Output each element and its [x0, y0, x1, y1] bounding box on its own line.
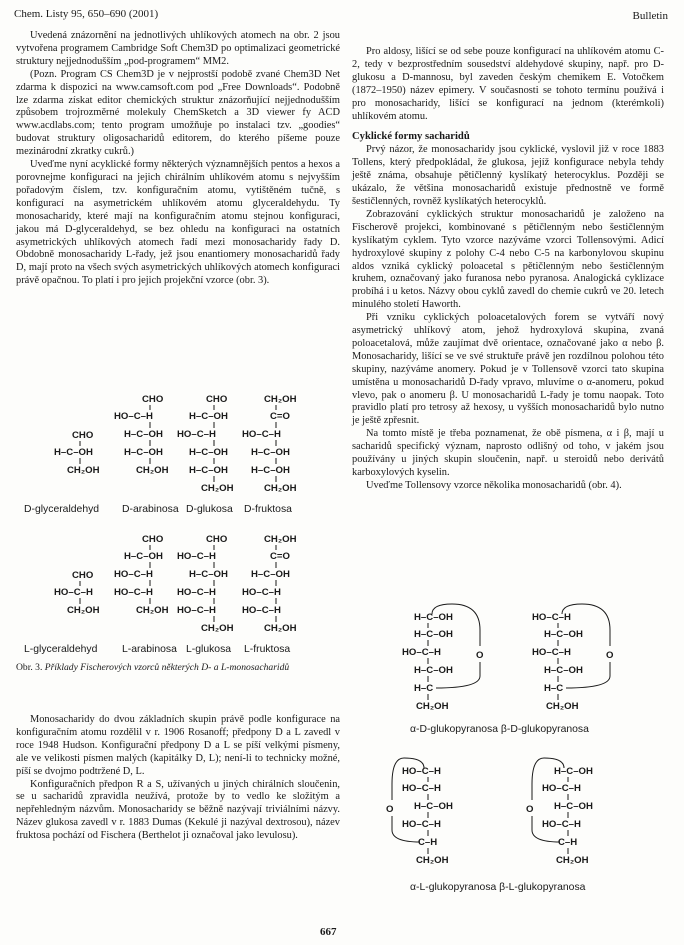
svg-text:HO–C–H: HO–C–H: [114, 569, 153, 580]
svg-text:HO–C–H: HO–C–H: [542, 783, 581, 794]
d-glyceraldehyde-structure: [54, 430, 100, 476]
svg-text:HO–C–H: HO–C–H: [542, 819, 581, 830]
svg-text:H–C–OH: H–C–OH: [251, 447, 290, 458]
svg-text:H–C–OH: H–C–OH: [189, 411, 228, 422]
l-arabinose-structure: [114, 534, 169, 616]
svg-text:HO–C–H: HO–C–H: [402, 819, 441, 830]
svg-text:HO–C–H: HO–C–H: [532, 647, 571, 658]
svg-text:H–C–OH: H–C–OH: [544, 665, 583, 676]
fig3-caption: [16, 662, 340, 674]
fig3-label-d-glucose: D-glukosa: [186, 504, 233, 515]
svg-text:HO–C–H: HO–C–H: [402, 766, 441, 777]
svg-text:C=O: C=O: [270, 411, 290, 422]
svg-text:HO–C–H: HO–C–H: [242, 605, 281, 616]
svg-text:CHO: CHO: [142, 534, 164, 545]
right-column: [352, 46, 664, 493]
svg-text:H–C–OH: H–C–OH: [414, 801, 453, 812]
svg-text:HO–C–H: HO–C–H: [177, 551, 216, 562]
svg-text:CH₂OH: CH₂OH: [546, 701, 579, 712]
svg-text:H–C–OH: H–C–OH: [189, 447, 228, 458]
svg-text:CH₂OH: CH₂OH: [556, 855, 589, 866]
fig3-label-d-glyceraldehyde: D-glyceraldehyd: [24, 504, 100, 515]
svg-text:H–C–OH: H–C–OH: [54, 447, 93, 458]
fig3-label-d-arabinose: D-arabinosa: [122, 504, 179, 515]
svg-text:CH₂OH: CH₂OH: [201, 483, 234, 494]
fig3-label-l-glucose: L-glukosa: [186, 644, 232, 655]
tollens-formulas-figure: [352, 604, 664, 894]
svg-text:C–H: C–H: [418, 837, 438, 848]
svg-text:H–C–OH: H–C–OH: [544, 629, 583, 640]
svg-text:HO–C–H: HO–C–H: [114, 587, 153, 598]
svg-text:H–C–OH: H–C–OH: [554, 766, 593, 777]
svg-text:CHO: CHO: [72, 570, 94, 581]
left-column: [16, 30, 340, 288]
d-glucose-structure: [177, 394, 234, 494]
left-paragraph-1: Uvedená znázornění na jednotlivých uhlíkových atomech na obr. 2 jsou vytvořena programem Cambridge Soft Chem3D po optimalizaci geometrické struktury nejjednodušším „pod-programem“ MM2.: [16, 30, 340, 67]
svg-text:H–C: H–C: [544, 683, 564, 694]
fig4-label-row-2: α-L-glukopyranosa β-L-glukopyranosa: [410, 882, 586, 893]
svg-text:CH₂OH: CH₂OH: [67, 605, 100, 616]
section-heading-cyclic-forms: Cyklické formy sacharidů: [352, 131, 470, 143]
right-paragraph-1: Pro aldosy, lišící se od sebe pouze konfigurací na uhlíkovém atomu C-2, tedy v bezprostředním sousedství aldehydové skupiny, např. pro D-glukosu a D-mannosu, byl zaveden českým chemikem E. Votočkem (1872–1950) název epimery. V současnosti se tohoto termínu používá i pro monosacharidy, lišící se konfigurací na jednom (kterémkoli) uhlíkovém atomu.: [352, 46, 664, 122]
right-paragraph-4: Při vzniku cyklických poloacetalových forem se vytváří nový asymetrický uhlíkový atom, jehož hydroxylová skupina, zvaná poloacetalová, může zaujímat dvě orientace, označované jako α nebo β. Monosacharidy, lišící se ve své struktuře právě jen rozdílnou polohou této skupiny, nazýváme anomery. Pokud je v Tollensově vzorci tato skupina umístěna u monosacharidů D-řady vpravo, mluvíme o α-anomeru, pokud vlevo, pak o anomeru β. U monosacharidů L-řady je tomu naopak. Toto pravidlo platí pro tetrosy až hexosy, u vyšších monosacharidů bylo nutno je ještě zpřesnit.: [352, 312, 664, 427]
alpha-l-glucopyranose-structure: [386, 758, 453, 866]
svg-text:HO–C–H: HO–C–H: [177, 605, 216, 616]
svg-text:O: O: [606, 650, 614, 661]
svg-text:HO–C–H: HO–C–H: [177, 587, 216, 598]
right-paragraph-6: Uveďme Tollensovy vzorce několika monosacharidů (obr. 4).: [366, 479, 622, 491]
svg-text:CHO: CHO: [206, 534, 228, 545]
fig3-caption-prefix: Obr. 3.: [16, 662, 43, 673]
left-column-lower: [16, 714, 340, 843]
svg-text:HO–C–H: HO–C–H: [242, 587, 281, 598]
svg-text:C–H: C–H: [558, 837, 578, 848]
fischer-projections-figure: [14, 394, 344, 690]
svg-text:H–C–OH: H–C–OH: [414, 665, 453, 676]
svg-text:H–C–OH: H–C–OH: [124, 551, 163, 562]
svg-text:H–C–OH: H–C–OH: [251, 569, 290, 580]
l-glucose-structure: [177, 534, 234, 634]
svg-text:CH₂OH: CH₂OH: [201, 623, 234, 634]
alpha-d-glucopyranose-structure: [402, 604, 484, 712]
svg-text:CH₂OH: CH₂OH: [416, 701, 449, 712]
svg-text:H–C–OH: H–C–OH: [124, 447, 163, 458]
left-paragraph-5: Konfiguračních předpon R a S, užívaných u jiných chirálních sloučenin, se u sacharidů zpravidla neužívá, protože by to vedlo ke složitým a nepřehledným názvům. Monosacharidy se běžně nazývají triviálními názvy. Název glukosa zavedl v r. 1883 Dumas (Kekulé ji nazýval dextrosou), název fruktosa pochází od Fischera (Berthelot ji označoval jako levulosu).: [16, 778, 340, 842]
section-header: Bulletin: [632, 10, 668, 22]
fig4-label-row-1: α-D-glukopyranosa β-D-glukopyranosa: [410, 724, 589, 735]
svg-text:H–C–OH: H–C–OH: [189, 569, 228, 580]
svg-text:HO–C–H: HO–C–H: [177, 429, 216, 440]
svg-text:HO–C–H: HO–C–H: [532, 612, 571, 623]
svg-text:H–C–OH: H–C–OH: [554, 801, 593, 812]
svg-text:CH₂OH: CH₂OH: [136, 605, 169, 616]
svg-text:HO–C–H: HO–C–H: [402, 783, 441, 794]
svg-text:CH₂OH: CH₂OH: [416, 855, 449, 866]
svg-text:H–C: H–C: [414, 683, 434, 694]
fig3-label-d-fructose: D-fruktosa: [244, 504, 292, 515]
svg-text:HO–C–H: HO–C–H: [54, 587, 93, 598]
fig3-label-l-glyceraldehyde: L-glyceraldehyd: [24, 644, 98, 655]
fig3-caption-text: Příklady Fischerových vzorců některých D- a L-monosacharidů: [44, 662, 290, 673]
svg-text:H–C–OH: H–C–OH: [124, 429, 163, 440]
right-paragraph-2: Prvý názor, že monosacharidy jsou cyklické, vyslovil již v roce 1883 Tollens, který předpokládal, že glukosa, jejíž konfigurace nebyla tehdy ještě známa, obsahuje pětičlenný kyslíkatý heterocyklus. Později se ukázalo, že většina monosacharidů existuje přednostně ve formě šestičlenných, rovněž kyslíkatých heterocyklů.: [352, 144, 664, 207]
svg-text:H–C–OH: H–C–OH: [414, 612, 453, 623]
svg-text:C=O: C=O: [270, 551, 290, 562]
svg-text:CH₂OH: CH₂OH: [67, 465, 100, 476]
right-paragraph-3: Zobrazování cyklických struktur monosacharidů je založeno na Fischerově projekci, kombinované s pětičlenným nebo šestičlenným kyslíkatým cyklem. Tyto vzorce nazýváme vzorci Tollensovými. Adicí hydroxylové skupiny z polohy C-4 nebo C-5 na karbonylovou skupinu aldos vzniká cyklický poloacetal s pětičlenným nebo šestičlenným kruhem, označovaný jako furanosa nebo pyranosa. Analogická cyklizace probíhá i u ketos. Názvy obou cyklů zavedl do chemie cukrů ve 20. letech minulého století Haworth.: [352, 208, 664, 311]
d-arabinose-structure: [114, 394, 169, 476]
svg-text:CHO: CHO: [72, 430, 94, 441]
beta-d-glucopyranose-structure: [532, 604, 614, 712]
left-paragraph-3: Uveďme nyní acyklické formy některých významnějších pentos a hexos a porovnejme konfiguraci na jejich chirálním uhlíkovém atomu s nejvyšším pořadovým číslem, tzv. konfiguračním atomu, vytištěném tučně, s konfigurací na asymetrickém uhlíkovém atomu glyceraldehydu. Ty monosacharidy, které mají na konfiguračním atomu stejnou konfiguraci, jakou má D-glyceraldehyd, se bez ohledu na konfiguraci na ostatních asymetrických uhlíkových atomech řadí mezi monosacharidy řady D. Obdobně monosacharidy L-řady, jež jsou enantiomery monosacharidů řady D, mají proto na všech svých asymetrických uhlíkových atomech konfiguraci právě opačnou. To platí i pro jejich projekční vzorce (obr. 3).: [16, 159, 340, 287]
fig3-label-l-arabinose: L-arabinosa: [122, 644, 177, 655]
svg-text:CH₂OH: CH₂OH: [264, 483, 297, 494]
svg-text:H–C–OH: H–C–OH: [189, 465, 228, 476]
svg-text:HO–C–H: HO–C–H: [402, 647, 441, 658]
svg-text:CHO: CHO: [206, 394, 228, 405]
right-paragraph-5: Na tomto místě je třeba poznamenat, že obě písmena, α i β, mají u sacharidů specifický význam, naprosto odlišný od toho, v jakém jsou používány u jiných skupin sloučenin, např. u steroidů nebo derivátů karboxylových kyselin.: [352, 428, 664, 478]
svg-text:O: O: [526, 804, 534, 815]
svg-text:HO–C–H: HO–C–H: [242, 429, 281, 440]
svg-text:CH₂OH: CH₂OH: [264, 394, 297, 405]
svg-text:H–C–OH: H–C–OH: [251, 465, 290, 476]
left-paragraph-4: Monosacharidy do dvou základních skupin právě podle konfigurace na konfiguračním atomu rozdělil v r. 1906 Rosanoff; předpony D a L zavedl v roce 1948 Hudson. Konfigurační předpony D a L se píší velkými písmeny, ale ve velikosti písmen malých (kapitálky D, L); není-li to technicky možné, píší se dvojmo podtržené D, L.: [16, 714, 340, 777]
svg-text:CH₂OH: CH₂OH: [136, 465, 169, 476]
d-fructose-structure: [242, 394, 297, 494]
page-number: 667: [320, 926, 337, 938]
svg-text:H–C–OH: H–C–OH: [414, 629, 453, 640]
beta-l-glucopyranose-structure: [526, 758, 593, 866]
svg-text:O: O: [386, 804, 394, 815]
l-fructose-structure: [242, 534, 297, 634]
svg-text:CHO: CHO: [142, 394, 164, 405]
l-glyceraldehyde-structure: [54, 570, 100, 616]
journal-header: Chem. Listy 95, 650–690 (2001): [14, 8, 159, 20]
svg-text:O: O: [476, 650, 484, 661]
svg-text:HO–C–H: HO–C–H: [114, 411, 153, 422]
left-paragraph-2: (Pozn. Program CS Chem3D je v nejprostší podobě zvané Chem3D Net zdarma k dispozici na www.camsoft.com pod „Free Downloads“. Podobně lze zdarma získat editor chemických struktur znázorňující nejjednodušším způsobem trojrozměrné molekuly ChemSketch a 3D viewer fy ACD www.acdlabs.com; tento program umožňuje po instalaci tzv. „goodies“ budovat struktury oligosacharidů editorem, do kterého píšeme pouze mezinárodní zkratky cukrů.): [16, 68, 340, 158]
svg-text:CH₂OH: CH₂OH: [264, 623, 297, 634]
svg-text:CH₂OH: CH₂OH: [264, 534, 297, 545]
fig3-label-l-fructose: L-fruktosa: [244, 644, 291, 655]
